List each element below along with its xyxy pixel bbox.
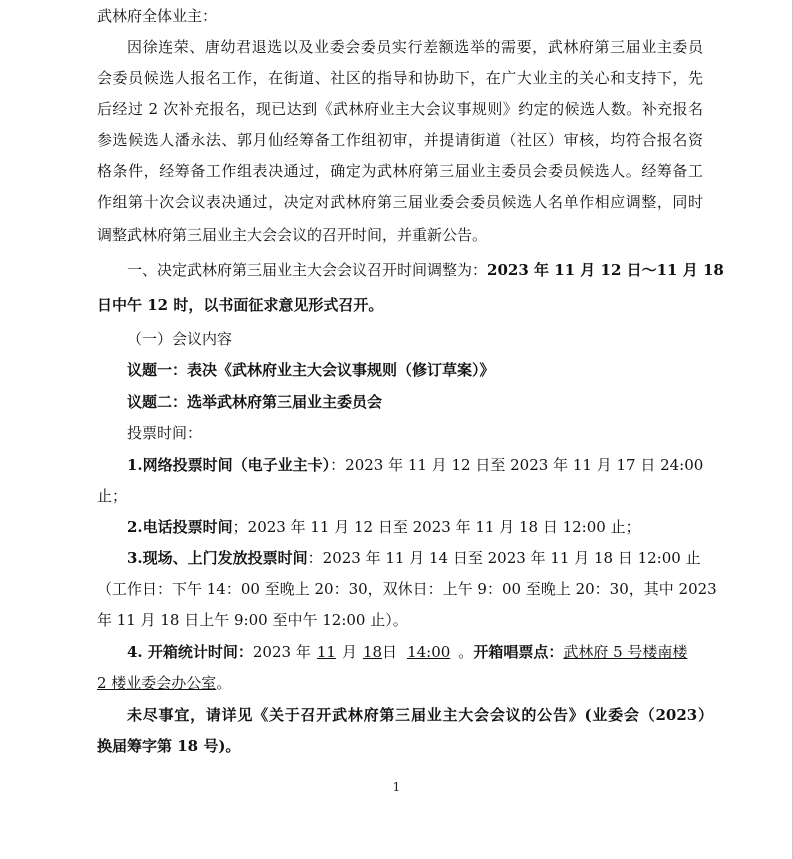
vote-time-label: 投票时间： [127,424,203,442]
meeting-heading: （一）会议内容 [127,330,233,348]
counting-year: 2023 年 [252,643,311,661]
vote-item-2-value: ；2023 年 11 月 12 日至 2023 年 11 月 18 日 12:00 止； [232,518,641,536]
page-number: 1 [392,780,401,794]
section-1-date-range: 2023 年 11 月 12 日～11 月 18 [487,261,724,279]
counting-place-2: 2 楼业委会办公室 [97,674,217,692]
counting-place-end: 。 [216,674,232,692]
vote-item-1-value: ：2023 年 11 月 12 日至 2023 年 11 月 17 日 24:00 [330,456,704,474]
salutation: 武林府全体业主： [97,7,218,25]
vote-item-1 [127,455,703,475]
section-1-lead: 一、决定武林府第三届业主大会会议召开时间调整为： [127,261,488,279]
vote-item-2-label: 2.电话投票时间 [127,518,233,536]
counting-place-label: 开箱唱票点： [473,643,564,661]
closing-line-2: 换届筹字第 18 号)。 [97,737,241,755]
intro-line-4: 参选候选人潘永法、郭月仙经筹备工作组初审，并提请街道（社区）审核，均符合报名资 [97,131,703,149]
vote-item-1-continued: 止； [97,487,128,505]
intro-line-5: 格条件，经筹备工作组表决通过，确定为武林府第三届业主委员会委员候选人。经筹备工 [97,162,703,180]
section-1-line-2: 日中午 12 时，以书面征求意见形式召开。 [97,296,384,314]
counting-time: 14:00 [407,643,451,661]
topic-1: 议题一：表决《武林府业主大会议事规则（修订草案）》 [127,361,495,379]
counting-line-1 [127,642,687,662]
vote-item-3-continued-2: 年 11 月 18 日上午 9:00 至中午 12:00 止）。 [97,611,408,629]
vote-item-3 [127,548,701,568]
intro-line-2: 会委员候选人报名工作，在街道、社区的指导和协助下，在广大业主的关心和支持下，先 [97,69,703,87]
counting-place-1: 武林府 5 号楼南楼 [563,643,688,661]
counting-month-unit: 月 [341,643,357,661]
topic-2: 议题二：选举武林府第三届业主委员会 [127,393,383,411]
counting-label: 4. 开箱统计时间： [127,643,253,661]
counting-day: 18 [362,643,383,661]
vote-item-1-label: 1.网络投票时间（电子业主卡） [127,456,331,474]
intro-line-6: 作组第十次会议表决通过，决定对武林府第三届业委会委员候选人名单作相应调整，同时 [97,193,703,211]
counting-day-unit: 日 [382,643,398,661]
counting-month: 11 [316,643,336,661]
vote-item-3-label: 3.现场、上门发放投票时间 [127,549,308,567]
vote-item-3-continued-1: （工作日：下午 14：00 至晚上 20：30，双休日：上午 9：00 至晚上 20：30，其中 2023 [97,580,717,598]
counting-period: 。 [458,643,474,661]
section-1-line-1 [127,260,724,280]
closing-line-1: 未尽事宜，请详见《关于召开武林府第三届业主大会会议的公告》(业委会（2023） [127,706,713,724]
intro-line-3: 后经过 2 次补充报名，现已达到《武林府业主大会议事规则》约定的候选人数。补充报名 [97,100,703,118]
vote-item-3-value: ：2023 年 11 月 14 日至 2023 年 11 月 18 日 12:00 止 [307,549,701,567]
counting-line-2 [97,673,231,693]
intro-line-1: 因徐连荣、唐幼君退选以及业委会委员实行差额选举的需要，武林府第三届业主委员 [127,38,703,56]
vote-item-2 [127,517,641,537]
intro-line-7: 调整武林府第三届业主大会会议的召开时间，并重新公告。 [97,226,488,244]
